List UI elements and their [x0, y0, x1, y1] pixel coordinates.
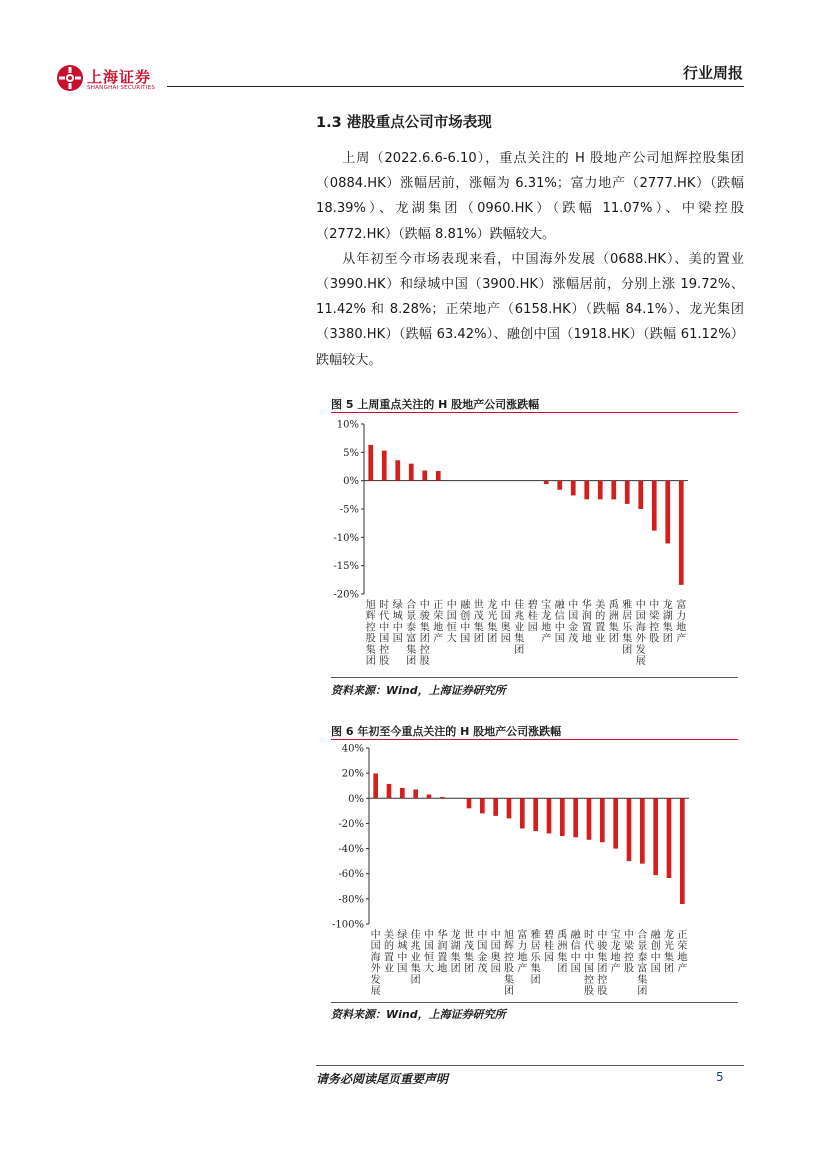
footer-disclaimer: 请务必阅读尾页重要声明 [316, 1072, 449, 1086]
chart-bar [409, 464, 414, 481]
chart-bar [667, 798, 672, 878]
figure-5-top-rule [331, 412, 738, 413]
x-tick-label: 时代中国控股 [584, 930, 594, 997]
chart-bar [533, 798, 538, 831]
x-tick-label: 龙湖集团 [662, 600, 673, 645]
x-tick-label: 旭辉控股集团 [365, 600, 376, 667]
y-tick-label: -100% [332, 919, 364, 931]
x-tick-label: 美的置业 [595, 600, 606, 645]
x-tick-label: 华润置地 [437, 930, 448, 975]
x-tick-label: 旭辉控股集团 [504, 930, 514, 997]
paragraph: 上周（2022.6.6-6.10），重点关注的 H 股地产公司旭辉控股集团（0884.HK）涨幅居前，涨幅为 6.31%；富力地产（2777.HK）（跌幅 18.39%）、龙湖集团（0960.HK）（跌幅 11.07%）、中梁控股（2772.HK）（跌幅 8.81%）跌幅较大。 [316, 151, 744, 242]
x-tick-label: 佳兆业集团 [514, 600, 525, 656]
x-tick-label: 世茂集团 [473, 600, 484, 645]
y-tick-label: -10% [333, 532, 359, 544]
chart-bar [368, 445, 373, 481]
chart-bar [679, 481, 684, 585]
x-tick-label: 合景泰富集团 [406, 600, 417, 667]
y-tick-label: -20% [333, 589, 359, 601]
header-divider [167, 86, 744, 87]
x-tick-label: 中国金茂 [477, 930, 488, 975]
x-tick-label: 龙光集团 [487, 600, 498, 645]
brand-name-cn: 上海证券 [87, 68, 152, 86]
chart-bar [507, 798, 512, 818]
y-tick-label: 5% [343, 447, 359, 459]
x-tick-label: 中国恒大 [424, 930, 434, 975]
x-tick-label: 绿城中国 [397, 930, 408, 975]
x-tick-label: 碧桂园 [527, 600, 538, 634]
chart-bar [395, 460, 400, 480]
x-tick-label: 融信中国 [554, 600, 565, 645]
chart-bar [557, 481, 562, 490]
y-tick-label: 40% [341, 743, 364, 755]
footer-divider [316, 1065, 744, 1066]
x-tick-label: 禹洲集团 [608, 600, 619, 645]
x-tick-label: 禹洲集团 [557, 930, 568, 975]
x-tick-label: 中梁控股 [624, 930, 634, 975]
section-body [316, 146, 744, 373]
paragraph: 从年初至今市场表现来看，中国海外发展（0688.HK）、美的置业（3990.HK）和绿城中国（3900.HK）涨幅居前，分别上涨 19.72%、11.42% 和 8.28%；正荣地产（6158.HK）（跌幅 84.1%）、龙光集团（3380.HK）（跌幅 63.42%）、融创中国（1918.HK）（跌幅 61.12%）跌幅较大。 [316, 251, 744, 368]
x-tick-label: 雅居乐集团 [622, 600, 633, 656]
y-tick-label: -40% [338, 844, 364, 856]
chart-bar [480, 798, 485, 813]
y-tick-label: 0% [343, 476, 359, 488]
x-tick-label: 雅居乐集团 [530, 930, 541, 986]
page-number: 5 [716, 1070, 724, 1084]
figure-6-source: 资料来源：Wind，上海证券研究所 [331, 1008, 506, 1021]
figure-5-chart [331, 414, 738, 676]
y-tick-label: 20% [341, 768, 364, 780]
chart-bar [653, 798, 658, 875]
chart-bar [544, 481, 549, 484]
x-tick-label: 中国海外发展 [370, 930, 381, 997]
x-tick-label: 中骏集团控股 [419, 600, 430, 667]
figure-5-title: 图 5 上周重点关注的 H 股地产公司涨跌幅 [331, 398, 540, 411]
chart-bar [587, 798, 592, 839]
logo-mark-icon [56, 64, 84, 92]
brand-name-en: SHANGHAI SECURITIES [87, 85, 156, 91]
chart-bar [598, 481, 603, 500]
chart-bar [625, 481, 630, 504]
chart-bar [665, 481, 670, 544]
x-tick-label: 中国海外发展 [635, 600, 646, 667]
chart-bar [427, 795, 432, 799]
y-tick-label: -60% [338, 869, 364, 881]
y-tick-label: -5% [339, 504, 359, 516]
x-tick-label: 合景泰富集团 [637, 930, 648, 997]
chart-bar [680, 798, 685, 904]
y-tick-label: 0% [348, 793, 364, 805]
x-tick-label: 华润置地 [581, 600, 592, 645]
x-tick-label: 正荣地产 [677, 930, 688, 975]
chart-bar [436, 471, 441, 481]
chart-bar [382, 451, 387, 481]
y-tick-label: -20% [338, 818, 364, 830]
section-title: 1.3 港股重点公司市场表现 [316, 115, 492, 131]
x-tick-label: 中国恒大 [446, 600, 457, 645]
chart-bar [573, 798, 578, 837]
chart-bar [627, 798, 632, 861]
chart-bar [600, 798, 605, 842]
x-tick-label: 融信中国 [570, 930, 581, 975]
x-tick-label: 中骏集团控股 [597, 930, 608, 997]
x-tick-label: 宝龙地产 [610, 930, 621, 975]
chart-bar [373, 773, 378, 798]
x-tick-label: 世茂集团 [464, 930, 474, 975]
chart-bar [467, 798, 472, 808]
x-tick-label: 碧桂园 [544, 930, 554, 964]
figure-5-source: 资料来源：Wind，上海证券研究所 [331, 684, 506, 697]
figure-6-chart [331, 741, 738, 1001]
chart-bar [613, 798, 618, 848]
y-tick-label: -80% [338, 894, 364, 906]
x-tick-label: 富力地产 [676, 600, 687, 645]
figure-6-title: 图 6 年初至今重点关注的 H 股地产公司涨跌幅 [331, 725, 562, 738]
chart-bar [387, 784, 392, 798]
chart-bar [413, 789, 418, 798]
chart-bar [640, 798, 645, 863]
chart-bar [611, 481, 616, 500]
y-tick-label: -15% [333, 561, 359, 573]
report-type: 行业周报 [682, 64, 743, 82]
chart-bar [547, 798, 552, 833]
chart-bar [440, 797, 445, 798]
chart-bar [493, 798, 498, 816]
chart-bar [584, 481, 589, 500]
x-tick-label: 时代中国控股 [379, 600, 390, 667]
x-tick-label: 中国金茂 [568, 600, 579, 645]
x-tick-label: 佳兆业集团 [410, 930, 421, 986]
x-tick-label: 绿城中国 [392, 600, 403, 645]
x-tick-label: 融创中国 [460, 600, 471, 645]
figure-6-bottom-rule [331, 1002, 738, 1003]
x-tick-label: 融创中国 [650, 930, 661, 975]
x-tick-label: 美的置业 [384, 930, 394, 975]
chart-bar [571, 481, 576, 496]
x-tick-label: 宝龙地产 [541, 600, 552, 645]
chart-bar [560, 798, 565, 836]
figure-6-top-rule [331, 739, 738, 740]
chart-bar [652, 481, 657, 531]
x-tick-label: 中国奥园 [490, 930, 501, 975]
x-tick-label: 龙光集团 [664, 930, 674, 975]
x-tick-label: 中国奥园 [500, 600, 511, 645]
y-tick-label: 10% [336, 419, 359, 431]
x-tick-label: 龙湖集团 [450, 930, 461, 975]
x-tick-label: 正荣地产 [433, 600, 444, 645]
brand-logo [56, 64, 166, 98]
figure-5-bottom-rule [331, 677, 738, 678]
x-tick-label: 中梁控股 [649, 600, 660, 645]
chart-bar [422, 470, 427, 480]
chart-bar [520, 798, 525, 828]
chart-bar [638, 481, 643, 509]
x-tick-label: 富力地产 [517, 930, 528, 975]
chart-bar [400, 788, 405, 798]
